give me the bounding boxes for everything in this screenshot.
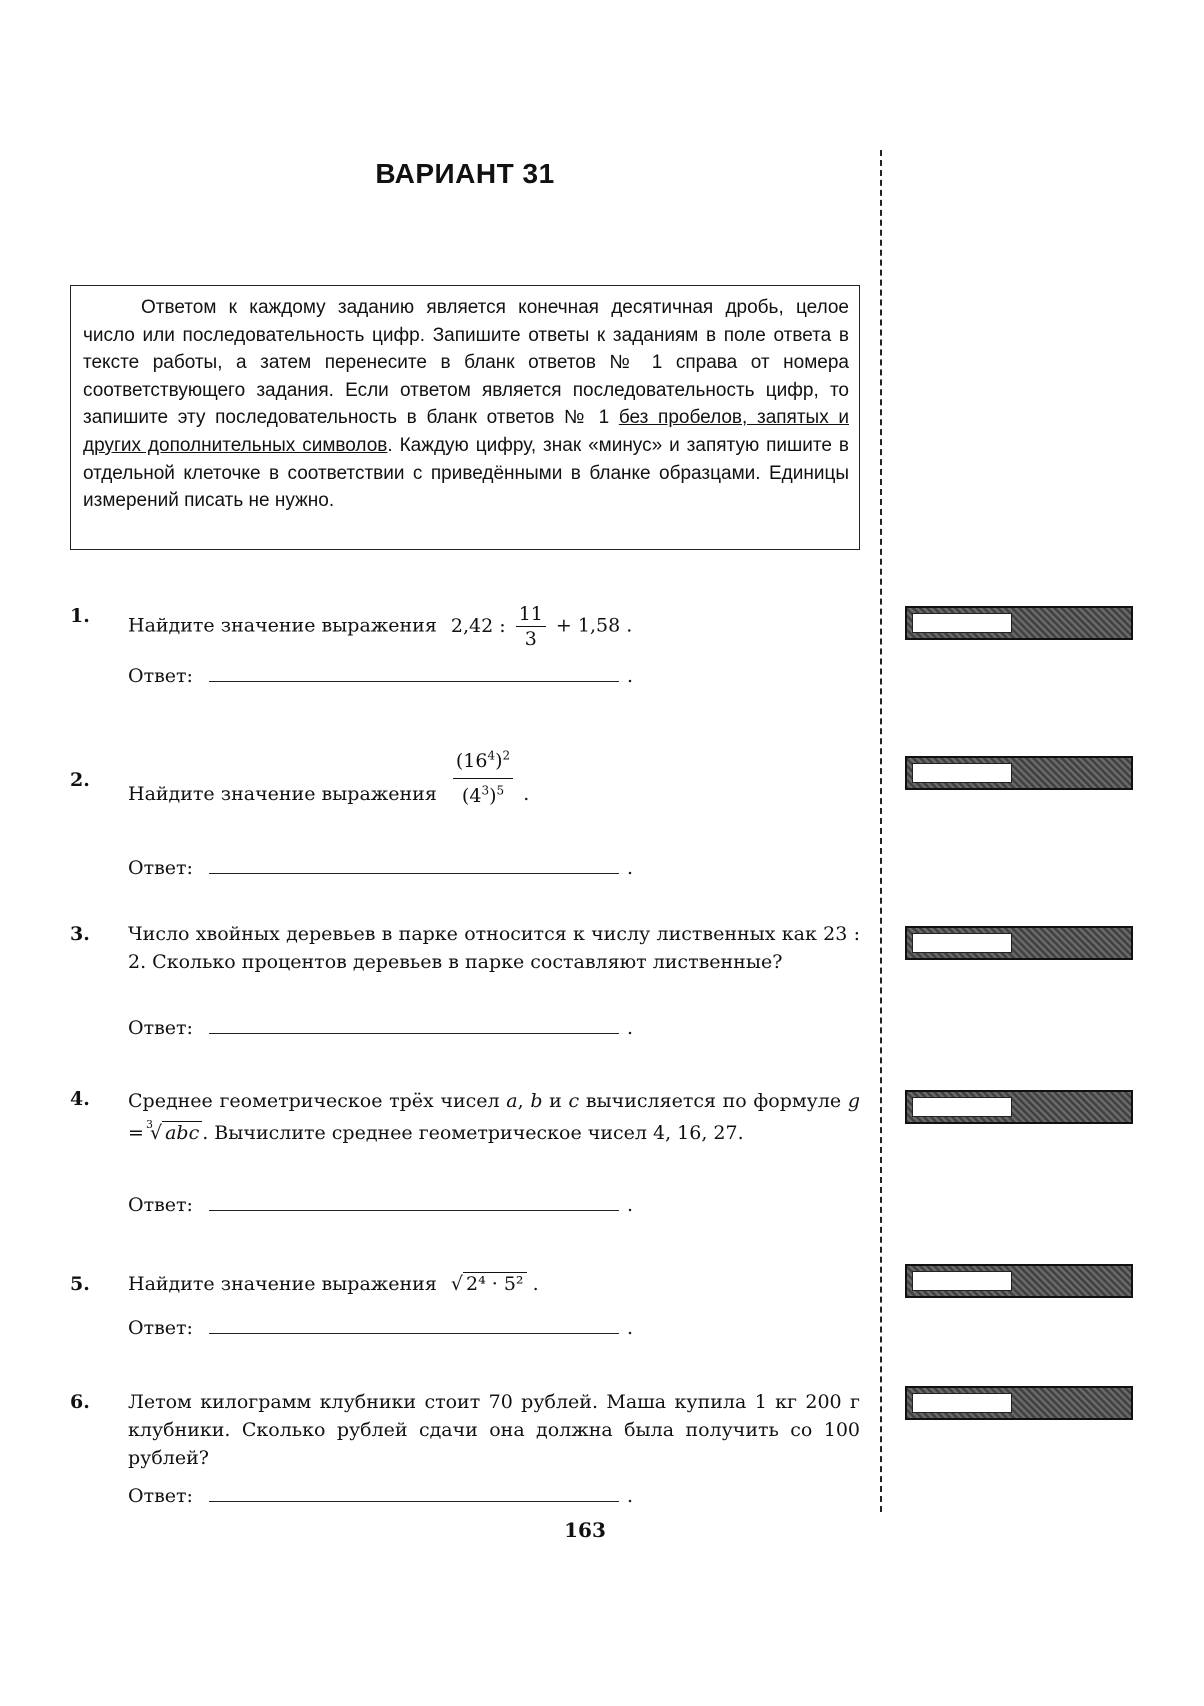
answer-field[interactable] [209, 858, 619, 874]
answer-row: Ответ: . [128, 665, 633, 687]
instructions-box [70, 285, 860, 550]
answer-field[interactable] [209, 666, 619, 682]
task-2 [70, 740, 860, 890]
task-number: 1. [70, 605, 90, 627]
answer-sheet-box-3 [905, 926, 1133, 960]
answer-row: Ответ: . [128, 1194, 633, 1216]
task-3 [70, 920, 860, 1040]
task-number: 5. [70, 1273, 90, 1295]
task-number: 2. [70, 769, 90, 791]
fraction: $\frac{(16^4)^2}{(4^3)^5}$ [453, 744, 513, 813]
square-root: √ 2⁴ · 5² [451, 1270, 527, 1298]
answer-field[interactable] [209, 1195, 619, 1211]
answer-row: Ответ: . [128, 1485, 633, 1507]
task-number: 3. [70, 923, 90, 945]
answer-sheet-box-4 [905, 1090, 1133, 1124]
instructions-underlined: без пробелов, запятых и других дополнительных символов [83, 407, 849, 456]
fraction: $\frac{11}{3}$ [516, 602, 546, 651]
answer-field[interactable] [209, 1318, 619, 1334]
page-title: ВАРИАНТ 31 [375, 158, 555, 189]
task-text: Найдите значение выражения $\frac{(16^4)^2}{(4^3)^5}$ . [128, 766, 860, 835]
answer-row: Ответ: . [128, 857, 633, 879]
task-text: Найдите значение выражения 2,42 : $\frac{11}{3}$ + 1,58 . [128, 603, 633, 650]
answer-field[interactable] [209, 1486, 619, 1502]
answer-row: Ответ: . [128, 1317, 633, 1339]
answer-sheet-box-1 [905, 606, 1133, 640]
task-4 [70, 1085, 860, 1215]
task-number: 4. [70, 1088, 90, 1110]
task-text: Найдите значение выражения √ 2⁴ · 5² . [128, 1270, 860, 1298]
instructions-text: Ответом к каждому заданию является конечная десятичная дробь, целое число или последовательность цифр. Запишите ответы к заданиям в поле ответа в тексте работы, а затем перенесите в бланк ответов № 1 справа от номера соответствующего задания. Если ответом является последовательность цифр, то запишите эту последовательность в бланк ответов № 1 [83, 297, 849, 429]
answer-sheet-box-5 [905, 1264, 1133, 1298]
task-6 [70, 1388, 860, 1508]
answer-row: Ответ: . [128, 1017, 633, 1039]
task-5 [70, 1270, 860, 1350]
cut-line [880, 150, 882, 1512]
cube-root: 3 √ abc [150, 1117, 202, 1149]
answer-field[interactable] [209, 1018, 619, 1034]
task-text: Летом килограмм клубники стоит 70 рублей. Маша купила 1 кг 200 г клубники. Сколько рублей сдачи она должна была получить со 100 рублей? [128, 1391, 860, 1469]
task-text: Среднее геометрическое трёх чисел a, b и c вычисляется по формуле g = 3 √ abc . Вычислите среднее геометрическое чисел 4, 16, 27. [128, 1085, 860, 1149]
page-number: 163 [564, 1518, 606, 1542]
task-number: 6. [70, 1391, 90, 1413]
answer-sheet-box-6 [905, 1386, 1133, 1420]
answer-sheet-box-2 [905, 756, 1133, 790]
instructions-text-2: . Каждую цифру, знак «минус» и запятую пишите в отдельной клеточке в соответствии с приведёнными в бланке образцами. Единицы измерений писать не нужно. [83, 434, 849, 512]
task-text: Число хвойных деревьев в парке относится к числу лиственных как 23 : 2. Сколько процентов деревьев в парке составляют лиственные? [128, 923, 860, 973]
task-1 [70, 602, 860, 702]
